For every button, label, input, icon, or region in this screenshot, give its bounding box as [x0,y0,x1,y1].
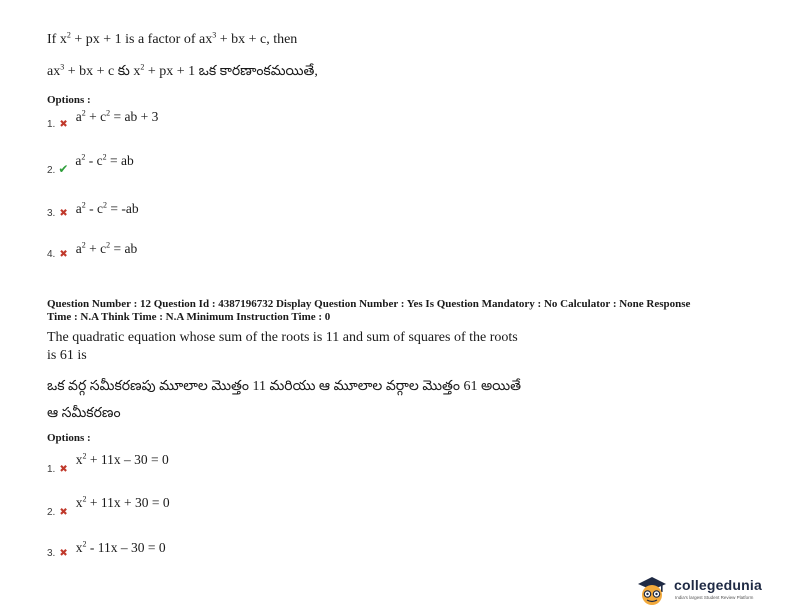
correct-mark-icon: ✔ [58,162,69,176]
q12-option-2 [47,494,170,520]
wrong-mark-icon: ✖ [59,507,68,518]
wrong-mark-icon: ✖ [59,464,68,475]
collegedunia-watermark [634,574,784,608]
option-expression: x2 + 11x – 30 = 0 [75,451,169,467]
q12-option-3 [47,539,166,561]
option-number: 1. [47,464,56,475]
option-expression: a2 - c2 = ab [75,152,134,168]
q12-options-heading: Options : [47,432,91,444]
q11-option-1 [47,108,159,132]
wrong-mark-icon: ✖ [59,208,68,219]
option-expression: $a^2 - c^2 = -ab$ [75,200,139,216]
option-expression: a2 + c2 = ab [75,240,138,256]
option-number: 2. [47,165,56,176]
q11-option-4 [47,240,138,262]
wrong-mark-icon: ✖ [59,548,68,559]
q11-statement-line1: If $x^2$ + px + 1 is a factor of $ax^3$ + bx + c, then [47,30,298,47]
q11-statement-line2: $ax^3$ + bx + c కు $x^2$ + px + 1 ఒక కారణాంకమయితే, [47,62,318,79]
option-number: 4. [47,249,56,260]
q11-option-3 [47,200,139,221]
q12-english-line1: The quadratic equation whose sum of the roots is 11 and sum of squares of the roots [47,330,518,345]
option-number: 1. [47,119,56,130]
option-expression: a2 + c2 = ab + 3 [75,108,159,124]
mascot-logo-icon [634,574,670,608]
brand-name: collegedunia [674,577,762,593]
q12-english-line2: is 61 is [47,348,87,363]
q12-option-1 [47,451,169,477]
option-number: 3. [47,208,56,219]
wrong-mark-icon: ✖ [59,119,68,130]
q12-telugu-line1: ఒక వర్గ సమీకరణపు మూలాల మొత్తం 11 మరియు ఆ మూలాల వర్గాల మొత్తం 61 అయితే [47,379,522,394]
brand-tagline: India's largest Student Review Platform [675,595,754,600]
option-expression: x2 + 11x + 30 = 0 [75,494,170,510]
q11-options-heading: Options : [47,94,91,106]
q12-meta-line2: Time : N.A Think Time : N.A Minimum Instruction Time : 0 [47,311,331,323]
q11-option-2 [47,152,134,178]
q12-telugu-line2: ఆ సమీకరణం [47,406,121,421]
q12-meta-line1: Question Number : 12 Question Id : 4387196732 Display Question Number : Yes Is Question Mandatory : No Calculator : None Response [47,298,691,310]
option-number: 2. [47,507,56,518]
wrong-mark-icon: ✖ [59,249,68,260]
option-expression: x2 - 11x – 30 = 0 [75,539,166,555]
option-number: 3. [47,548,56,559]
